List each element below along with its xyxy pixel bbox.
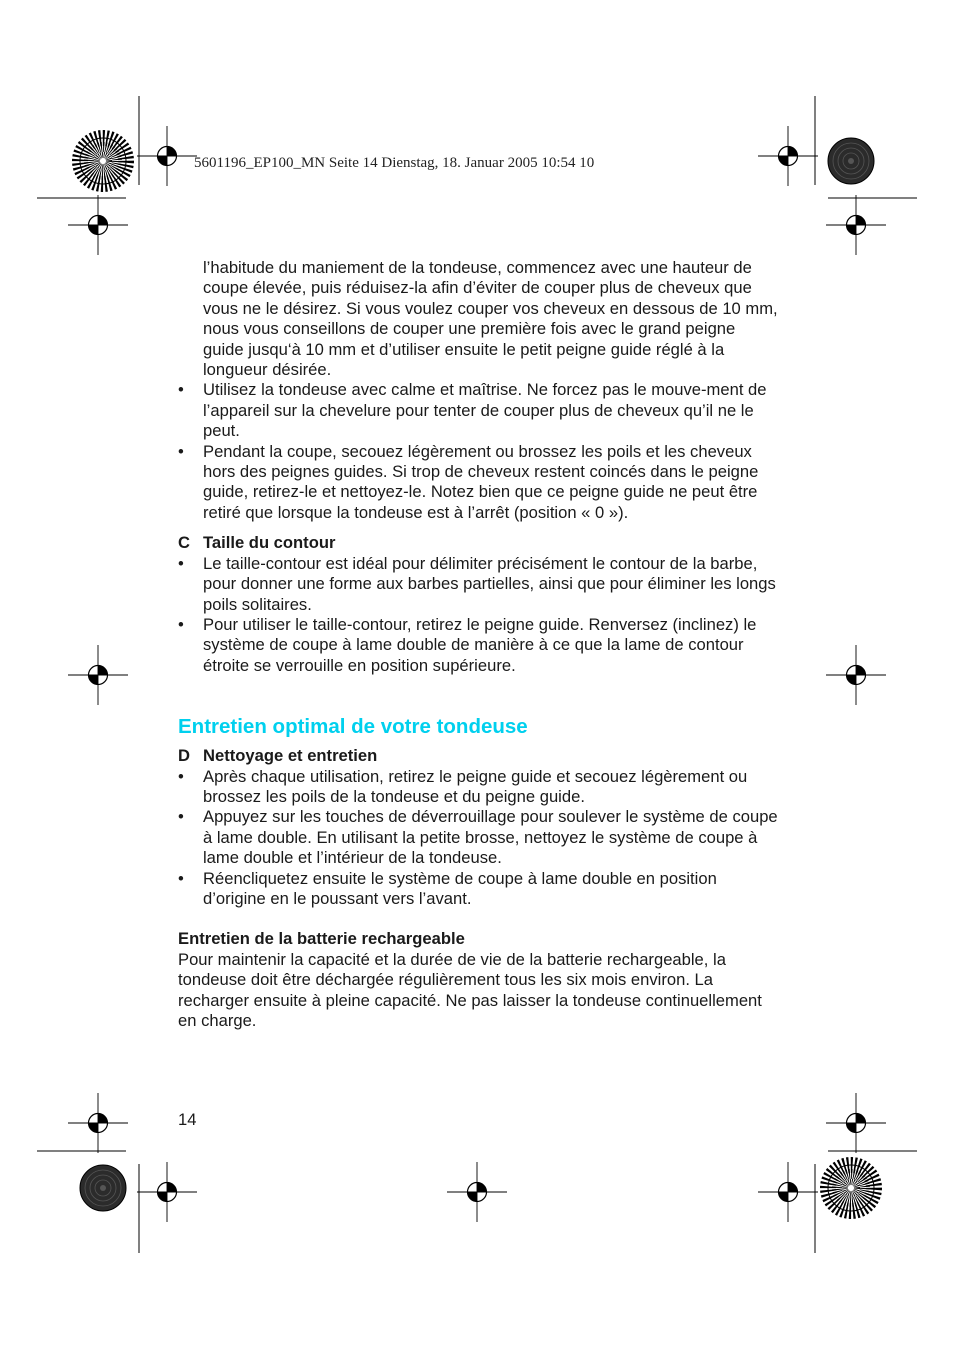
battery-paragraph: Pour maintenir la capacité et la durée de vie de la batterie rechargeable, la tondeuse doit être déchargée régulièrement tous les six mois environ. La recharger ensuite à pleine capacité. Ne pas laisser la tondeuse continuellement en charge. [178,949,762,1030]
bullet-list-usage [178,380,778,523]
registration-mark [447,1162,507,1222]
page-number: 14 [178,1110,197,1129]
registration-mark [826,195,886,255]
bullet-glyph: • [178,766,184,786]
registration-mark [137,1162,197,1222]
section-title: Taille du contour [203,533,336,553]
bullet-list-cleaning [178,767,778,910]
list-item-text: Réencliquetez ensuite le système de coupe à lame double en position d’origine en le poussant vers l’avant. [203,868,717,908]
intro-continuation: l’habitude du maniement de la tondeuse, commencez avec une hauteur de coupe élevée, puis réduisez-la afin d’éviter de couper plus de cheveux que vous ne le désirez. Si vous voulez couper vos cheveux en dessous de 10 mm, nous vous conseillons de couper une première fois avec le grand peigne guide jusqu‘à 10 mm et d’utiliser ensuite le petit peigne guide réglé à la longueur désirée. [203,258,778,380]
list-item-text: Appuyez sur les touches de déverrouillage pour soulever le système de coupe à lame double. En utilisant la petite brosse, nettoyez le système de coupe à lame double et l’intérieur de la tondeuse. [203,807,778,868]
registration-mark [137,126,197,186]
section-letter: C [178,533,190,553]
registration-mark [826,1093,886,1153]
registration-mark [758,126,818,186]
bullet-glyph: • [178,614,184,634]
bullet-glyph: • [178,868,184,888]
section-title: Nettoyage et entretien [203,746,378,766]
registration-mark [826,645,886,705]
print-imprint-header: 5601196_EP100_MN Seite 14 Dienstag, 18. Januar 2005 10:54 10 [194,155,595,171]
list-item [178,807,778,868]
list-item-text: Le taille-contour est idéal pour délimiter précisément le contour de la barbe, pour donner une forme aux barbes partielles, ainsi que pour éliminer les longs poils solitaires. [203,553,776,614]
list-item [178,442,778,524]
bullet-list-contour [178,554,778,676]
list-item [178,869,778,910]
list-item [178,615,778,676]
section-letter: D [178,746,190,766]
list-item [178,554,778,615]
list-item-text: Utilisez la tondeuse avec calme et maîtrise. Ne forcez pas le mouve-ment de l’appareil sur la chevelure pour tenter de couper plus de cheveux qu’il ne le peut. [203,380,767,441]
list-item [178,380,778,441]
bullet-glyph: • [178,807,184,827]
disc-target-top-right [828,138,874,184]
registration-mark [68,645,128,705]
page-content [178,258,778,1031]
section-c-heading [178,533,778,553]
section-d-heading [178,746,778,766]
bullet-glyph: • [178,553,184,573]
star-target-bottom-right [828,1165,874,1211]
registration-mark [68,195,128,255]
list-item [178,767,778,808]
star-target-top-left [80,138,126,184]
registration-mark [68,1093,128,1153]
list-item-text: Pour utiliser le taille-contour, retirez le peigne guide. Renversez (inclinez) le système de coupe à lame double de manière à ce que la lame de contour étroite se verrouille en position supérieure. [203,614,757,675]
list-item-text: Après chaque utilisation, retirez le peigne guide et secouez légèrement ou brossez les poils de la tondeuse et du peigne guide. [203,766,748,806]
registration-mark [758,1162,818,1222]
bullet-glyph: • [178,380,184,400]
battery-heading: Entretien de la batterie rechargeable [178,929,465,949]
bullet-glyph: • [178,441,184,461]
disc-target-bottom-left [80,1165,126,1211]
list-item-text: Pendant la coupe, secouez légèrement ou brossez les poils et les cheveux hors des peignes guides. Si trop de cheveux restent coincés dans le peigne guide, retirez-le et nettoyez-le. Notez bien que ce peigne guide ne peut être retiré que lorsque la tondeuse est à l’arrêt (position « 0 »). [203,441,759,522]
section-heading: Entretien optimal de votre tondeuse [178,715,528,739]
